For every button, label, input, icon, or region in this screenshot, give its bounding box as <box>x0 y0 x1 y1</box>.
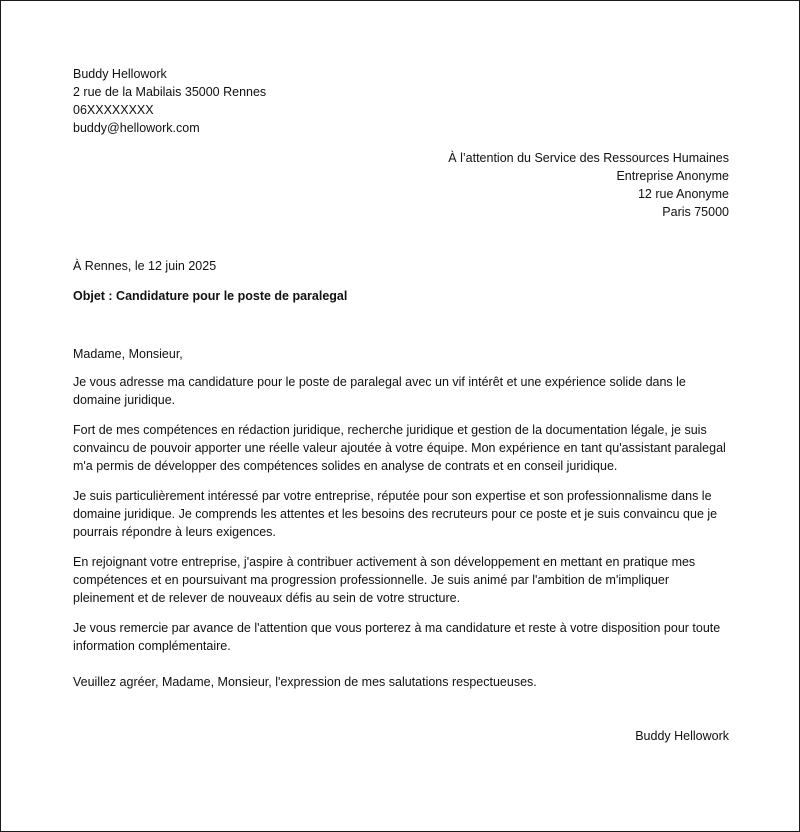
sender-email: buddy@hellowork.com <box>73 121 200 135</box>
sender-address: 2 rue de la Mabilais 35000 Rennes <box>73 85 267 99</box>
body-paragraph-2: Fort de mes compétences en rédaction juridique, recherche juridique et gestion de la documentation légale, je suis convaincu de pouvoir apporter une réelle valeur ajoutée à votre équipe. Mon expérience en tant qu'assistant paralegal m'a permis de développer des compétences solides en analyse de contrats et en conseil juridique. <box>73 423 726 473</box>
recipient-block <box>73 149 729 221</box>
recipient-street: 12 rue Anonyme <box>637 187 729 201</box>
salutation: Madame, Monsieur, <box>73 347 183 361</box>
recipient-company: Entreprise Anonyme <box>616 169 729 183</box>
subject-line: Objet : Candidature pour le poste de paralegal <box>73 289 348 303</box>
sender-phone: 06XXXXXXXX <box>73 103 154 117</box>
body-paragraph-3: Je suis particulièrement intéressé par votre entreprise, réputée pour son expertise et son professionnalisme dans le domaine juridique. Je comprends les attentes et les besoins des recruteurs pour ce poste et je suis convaincu que je pourrais répondre à leurs exigences. <box>73 489 718 539</box>
letter-content <box>73 65 729 745</box>
closing-line: Veuillez agréer, Madame, Monsieur, l'expression de mes salutations respectueuses. <box>73 675 537 689</box>
recipient-attention: À l’attention du Service des Ressources Humaines <box>448 151 729 165</box>
body-paragraph-5: Je vous remercie par avance de l'attention que vous porterez à ma candidature et reste à votre disposition pour toute information complémentaire. <box>73 621 721 653</box>
body-paragraph-4: En rejoignant votre entreprise, j'aspire à contribuer activement à son développement en mettant en pratique mes compétences et en poursuivant ma progression professionnelle. Je suis animé par l'ambition de m'impliquer pleinement et de relever de nouveaux défis au sein de votre structure. <box>73 555 696 605</box>
sender-name: Buddy Hellowork <box>73 67 167 81</box>
sender-block <box>73 65 729 137</box>
body-paragraph-1: Je vous adresse ma candidature pour le poste de paralegal avec un vif intérêt et une expérience solide dans le domaine juridique. <box>73 375 686 407</box>
recipient-city: Paris 75000 <box>662 205 729 219</box>
date-line: À Rennes, le 12 juin 2025 <box>73 259 217 273</box>
signature: Buddy Hellowork <box>635 729 729 743</box>
